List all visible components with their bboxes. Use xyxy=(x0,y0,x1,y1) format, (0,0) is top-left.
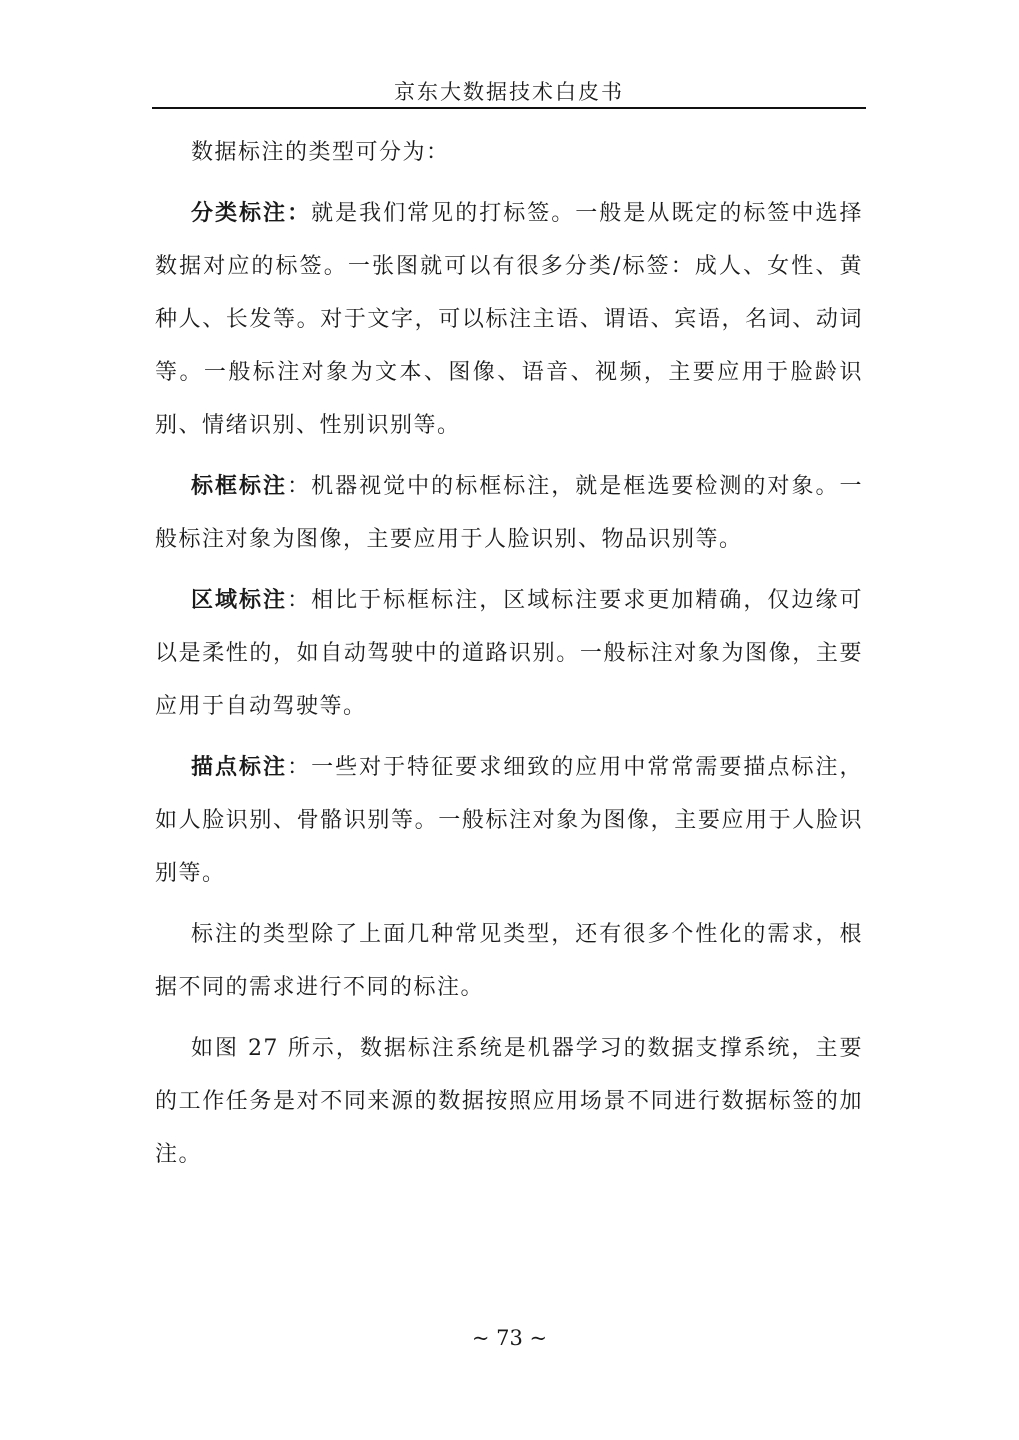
paragraph-classification-annotation xyxy=(155,187,863,452)
paragraph-text: 数据标注的类型可分为： xyxy=(191,140,450,165)
paragraph-term: 区域标注 xyxy=(191,587,288,613)
paragraph-keypoint-annotation xyxy=(155,741,863,900)
paragraph-text: 标注的类型除了上面几种常见类型，还有很多个性化的需求，根据不同的需求进行不同的标注。 xyxy=(155,922,863,1000)
paragraph-text: ：一些对于特征要求细致的应用中常常需要描点标注，如人脸识别、骨骼识别等。一般标注对象为图像，主要应用于人脸识别等。 xyxy=(155,755,863,886)
paragraph-bbox-annotation xyxy=(155,460,863,566)
paragraph-other-types xyxy=(155,908,863,1014)
paragraph-text: ：机器视觉中的标框标注，就是框选要检测的对象。一般标注对象为图像，主要应用于人脸识别、物品识别等。 xyxy=(155,474,863,552)
paragraph-term: 描点标注 xyxy=(191,754,288,780)
body-text xyxy=(155,126,863,1181)
paragraph-system-overview xyxy=(155,1022,863,1181)
paragraph-text: 就是我们常见的打标签。一般是从既定的标签中选择数据对应的标签。一张图就可以有很多分类/标签：成人、女性、黄种人、长发等。对于文字，可以标注主语、谓语、宾语，名词、动词等。一般标注对象为文本、图像、语音、视频，主要应用于脸龄识别、情绪识别、性别识别等。 xyxy=(155,201,863,438)
paragraph-text: 如图 27 所示，数据标注系统是机器学习的数据支撑系统，主要的工作任务是对不同来源的数据按照应用场景不同进行数据标签的加注。 xyxy=(155,1036,863,1167)
page-number: ~ 73 ~ xyxy=(471,1326,548,1350)
running-header: 京东大数据技术白皮书 xyxy=(394,80,624,104)
paragraph-intro xyxy=(155,126,863,179)
paragraph-text: ：相比于标框标注，区域标注要求更加精确，仅边缘可以是柔性的，如自动驾驶中的道路识别。一般标注对象为图像，主要应用于自动驾驶等。 xyxy=(155,588,863,719)
paragraph-region-annotation xyxy=(155,574,863,733)
header-divider xyxy=(152,107,866,109)
paragraph-term: 分类标注： xyxy=(191,200,312,226)
paragraph-term: 标框标注 xyxy=(191,473,288,499)
